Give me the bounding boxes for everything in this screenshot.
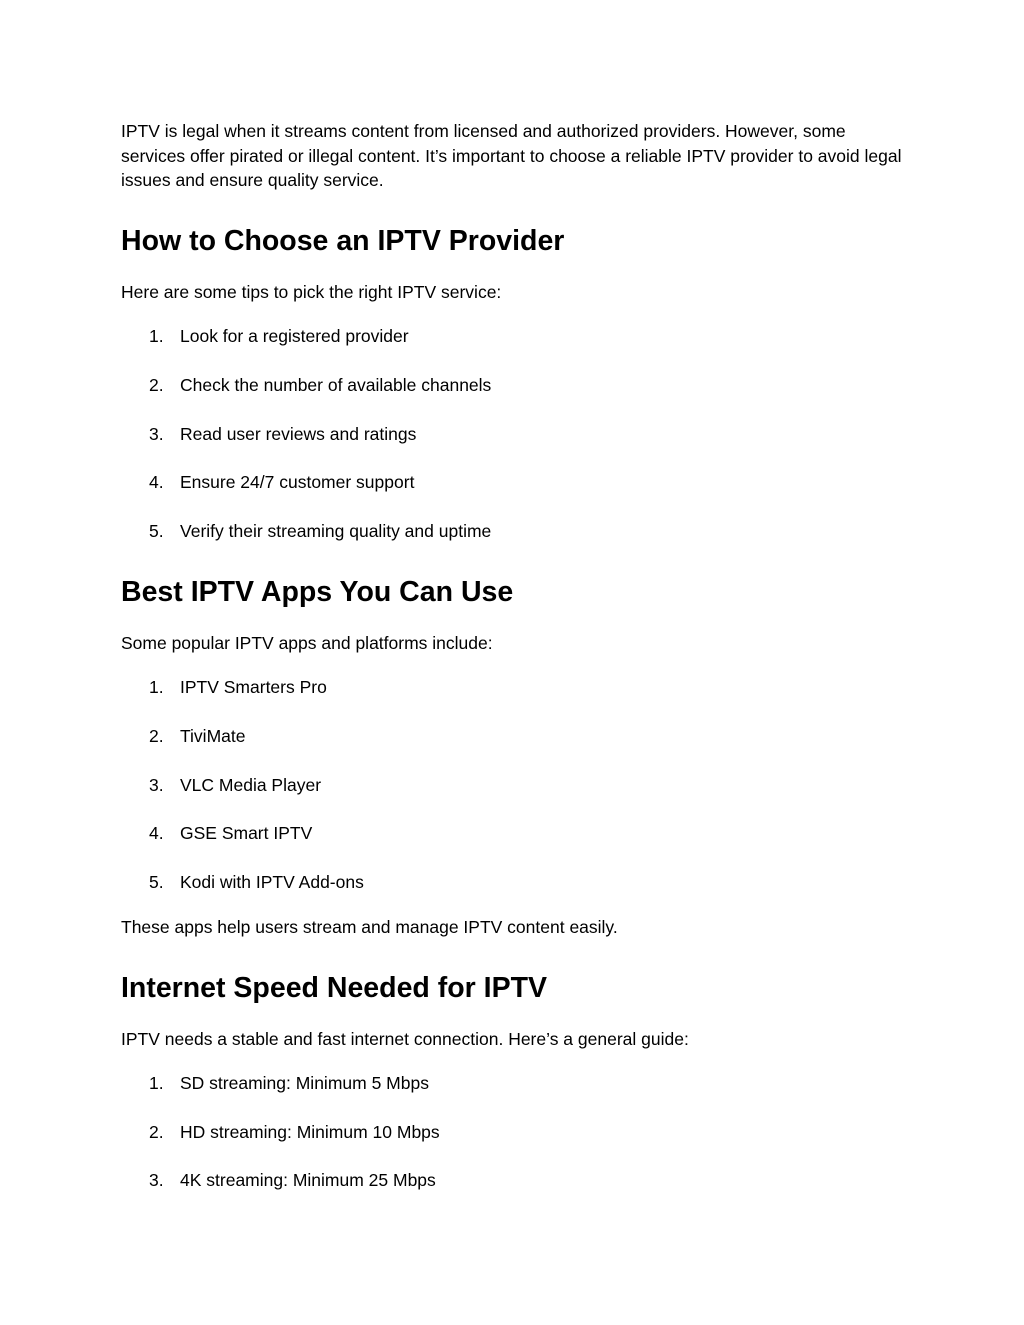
list-item-text: Kodi with IPTV Add-ons xyxy=(180,872,364,892)
list-item-text: HD streaming: Minimum 10 Mbps xyxy=(180,1122,440,1142)
list-item-text: Read user reviews and ratings xyxy=(180,424,417,444)
section-outro-best-apps: These apps help users stream and manage IPTV content easily. xyxy=(121,917,618,937)
list-item-text: 4K streaming: Minimum 25 Mbps xyxy=(180,1170,436,1190)
section-intro-choose-provider: Here are some tips to pick the right IPTV service: xyxy=(121,282,502,302)
list-item-text: SD streaming: Minimum 5 Mbps xyxy=(180,1073,429,1093)
section-heading-internet-speed: Internet Speed Needed for IPTV xyxy=(121,972,547,1004)
list-item-number: 4. xyxy=(149,823,164,843)
list-item-number: 3. xyxy=(149,775,164,795)
list-item-number: 5. xyxy=(149,521,164,541)
list-item-text: GSE Smart IPTV xyxy=(180,823,313,843)
list-item-text: VLC Media Player xyxy=(180,775,322,795)
list-item-number: 2. xyxy=(149,726,164,746)
section-heading-choose-provider: How to Choose an IPTV Provider xyxy=(121,225,565,257)
list-item-number: 5. xyxy=(149,872,164,892)
list-item-text: Ensure 24/7 customer support xyxy=(180,472,415,492)
list-item-number: 1. xyxy=(149,1073,164,1093)
list-item-text: IPTV Smarters Pro xyxy=(180,677,327,697)
list-item-number: 3. xyxy=(149,424,164,444)
intro-paragraph: IPTV is legal when it streams content from licensed and authorized providers. However, some services offer pirated or illegal content. It’s important to choose a reliable IPTV provider to avoid legal issues and ensure quality service. xyxy=(121,121,902,190)
list-item-text: Check the number of available channels xyxy=(180,375,492,395)
list-item-number: 1. xyxy=(149,677,164,697)
list-item-text: Look for a registered provider xyxy=(180,326,409,346)
list-item-number: 1. xyxy=(149,326,164,346)
list-item-text: Verify their streaming quality and uptime xyxy=(180,521,492,541)
list-item-text: TiviMate xyxy=(180,726,246,746)
section-intro-best-apps: Some popular IPTV apps and platforms include: xyxy=(121,633,493,653)
section-intro-internet-speed: IPTV needs a stable and fast internet connection. Here’s a general guide: xyxy=(121,1029,689,1049)
list-item-number: 3. xyxy=(149,1170,164,1190)
list-item-number: 4. xyxy=(149,472,164,492)
section-heading-best-apps: Best IPTV Apps You Can Use xyxy=(121,576,514,608)
list-item-number: 2. xyxy=(149,1122,164,1142)
list-item-number: 2. xyxy=(149,375,164,395)
